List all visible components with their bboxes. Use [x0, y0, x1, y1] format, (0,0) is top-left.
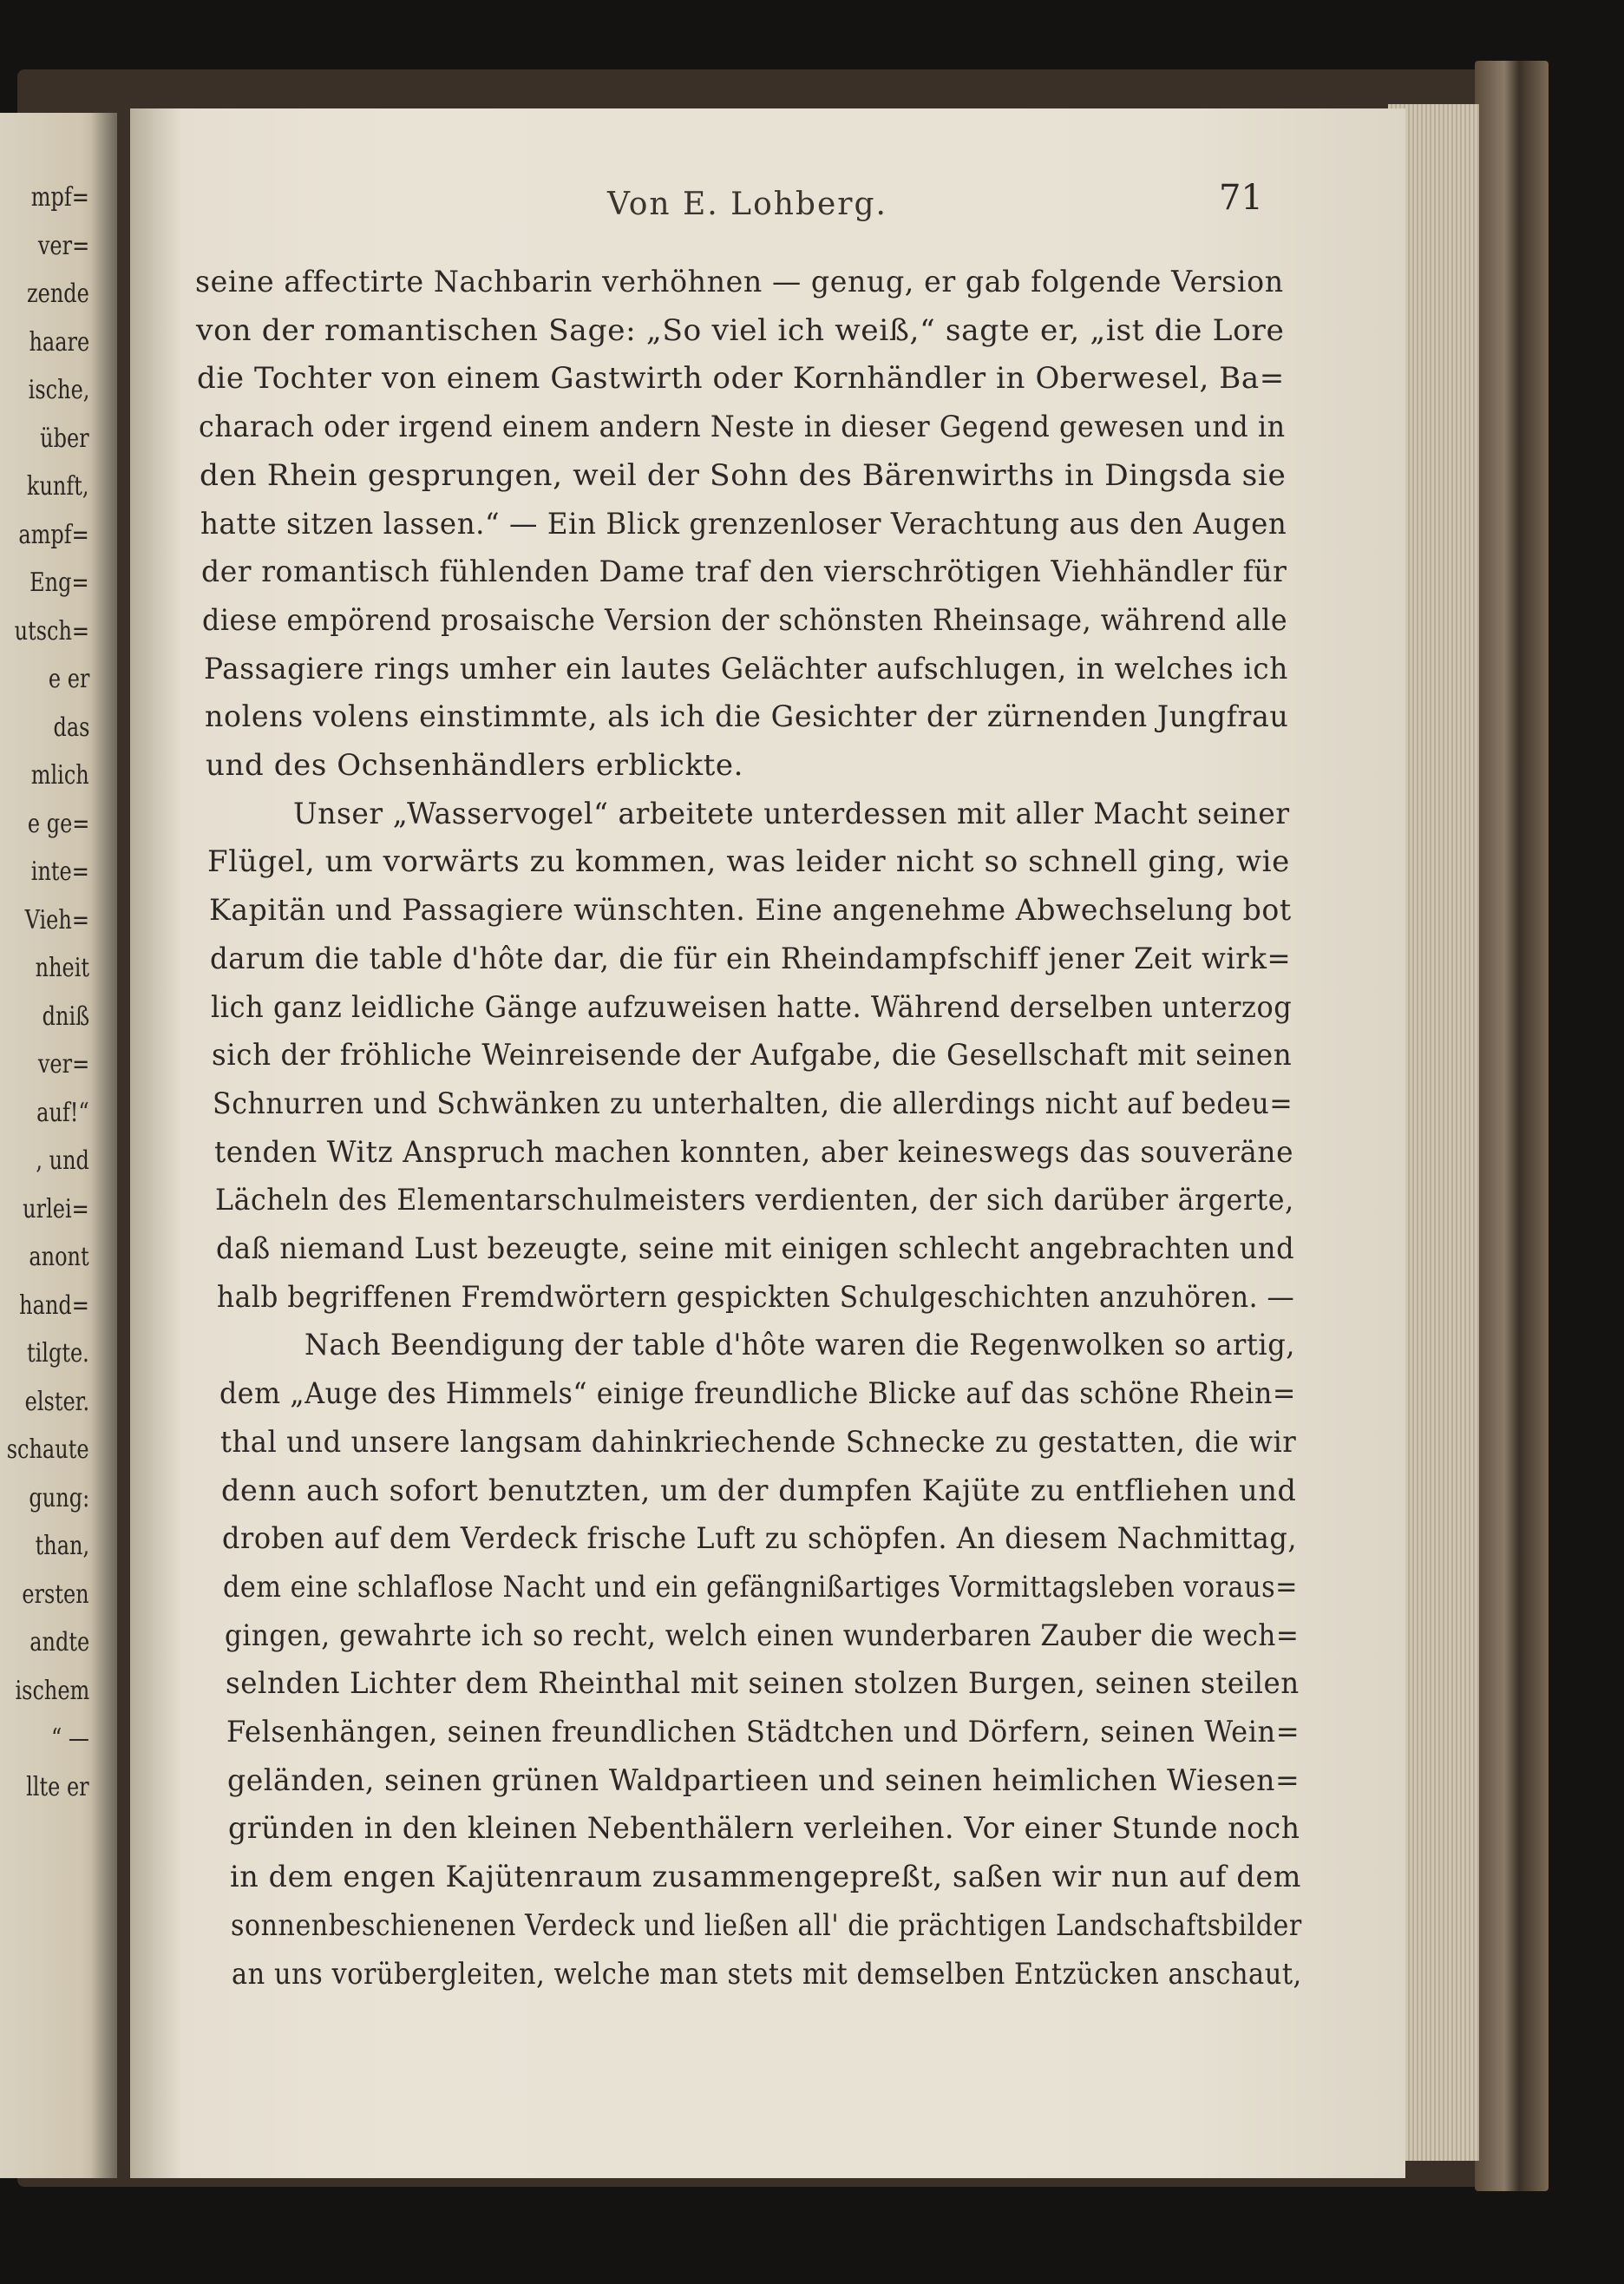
text-line: darum die table d'hôte dar, die für ein Rheindampfschiff jener Zeit wirk=	[209, 941, 1291, 976]
left-page-fragment: zende	[27, 279, 89, 309]
left-page-fragment: hand=	[19, 1290, 89, 1321]
left-page-fragment: ver=	[37, 230, 89, 261]
text-line: lich ganz leidliche Gänge aufzuweisen hatte. Während derselben unterzog	[211, 989, 1293, 1025]
text-line: hatte sitzen lassen.“ — Ein Blick grenzenloser Verachtung aus den Augen	[200, 506, 1287, 541]
left-page-fragment: ischem	[15, 1675, 89, 1706]
left-page-fragment: than,	[35, 1531, 89, 1561]
left-page-fragment: llte er	[26, 1771, 89, 1802]
left-page-fragment: über	[40, 423, 89, 454]
left-page-fragment: Eng=	[29, 568, 89, 598]
left-page-fragment: urlei=	[23, 1193, 89, 1224]
text-line: sonnenbeschienenen Verdeck und ließen all' die prächtigen Landschaftsbilder	[230, 1907, 1302, 1943]
text-line: den Rhein gesprungen, weil der Sohn des Bärenwirths in Dingsda sie	[199, 457, 1287, 493]
text-line: selnden Lichter dem Rheinthal mit seinen stolzen Burgen, seinen steilen	[225, 1666, 1300, 1702]
text-line: Flügel, um vorwärts zu kommen, was leider nicht so schnell ging, wie	[207, 844, 1291, 880]
left-page-fragment: elster.	[24, 1386, 89, 1417]
text-line: in dem engen Kajütenraum zusammengepreßt, saßen wir nun auf dem	[229, 1860, 1301, 1895]
left-page-fragment: e ge=	[27, 808, 89, 839]
left-page-fragment: anont	[29, 1242, 89, 1272]
text-line: Schnurren und Schwänken zu unterhalten, die allerdings nicht auf bedeu=	[213, 1086, 1293, 1121]
text-line: dem eine schlaflose Nacht und ein gefängnißartiges Vormittagsleben voraus=	[223, 1569, 1299, 1605]
left-page-fragment: kunft,	[27, 471, 89, 502]
text-line: Nach Beendigung der table d'hôte waren die Regenwolken so artig,	[304, 1328, 1296, 1363]
text-line: charach oder irgend einem andern Neste in dieser Gegend gewesen und in	[198, 410, 1286, 445]
text-line: der romantisch fühlenden Dame traf den vierschrötigen Viehhändler für	[201, 555, 1287, 590]
left-page-fragment: dniß	[42, 1001, 89, 1032]
left-page-fragment: nheit	[35, 953, 89, 983]
text-line: gingen, gewahrte ich so recht, welch einen wunderbaren Zauber die wech=	[224, 1618, 1299, 1653]
text-line: Kapitän und Passagiere wünschten. Eine angenehme Abwechselung bot	[208, 893, 1292, 929]
left-page-fragment: ische,	[28, 375, 89, 405]
left-page-fragment: andte	[29, 1627, 89, 1657]
left-page-fragment: haare	[29, 326, 89, 358]
text-line: Felsenhängen, seinen freundlichen Städtchen und Dörfern, seinen Wein=	[226, 1715, 1300, 1749]
left-page-fragment: das	[53, 712, 89, 743]
text-line: Unser „Wasservogel“ arbeitete unterdessen mit aller Macht seiner	[293, 796, 1290, 831]
text-line: droben auf dem Verdeck frische Luft zu schöpfen. An diesem Nachmittag,	[222, 1521, 1298, 1557]
left-page-fragment: ampf=	[18, 519, 89, 550]
text-line: die Tochter von einem Gastwirth oder Kornhändler in Oberwesel, Ba=	[197, 361, 1286, 397]
text-line: nolens volens einstimmte, als ich die Gesichter der zürnenden Jungfrau	[204, 699, 1289, 735]
left-page-fragment: gung:	[29, 1482, 89, 1513]
text-line: Passagiere rings umher ein lautes Gelächter aufschlugen, in welches ich	[203, 651, 1288, 686]
left-page-fragment: tilgte.	[27, 1338, 89, 1368]
left-page-fragment: ersten	[22, 1578, 89, 1610]
left-page-fragment: inte=	[30, 856, 89, 887]
left-page-fragment: utsch=	[14, 615, 89, 646]
left-page-fragment: Vieh=	[24, 904, 89, 935]
left-page-fragment: e er	[48, 664, 89, 694]
page-number: 71	[1219, 178, 1263, 218]
left-page-fragment: mlich	[30, 760, 89, 791]
text-line: Lächeln des Elementarschulmeisters verdienten, der sich darüber ärgerte,	[214, 1183, 1294, 1218]
left-page-fragment: ver=	[37, 1049, 89, 1080]
left-page-fragment: “ —	[51, 1723, 89, 1754]
text-line: an uns vorübergleiten, welche man stets mit demselben Entzücken anschaut,	[232, 1956, 1302, 1992]
text-line: geländen, seinen grünen Waldpartieen und seinen heimlichen Wiesen=	[227, 1762, 1300, 1798]
text-line: gründen in den kleinen Nebenthälern verleihen. Vor einer Stunde noch	[228, 1811, 1300, 1847]
text-line: seine affectirte Nachbarin verhöhnen — genug, er gab folgende Version	[195, 265, 1284, 299]
left-page-fragment: schaute	[7, 1434, 89, 1465]
text-line: tenden Witz Anspruch machen konnten, aber keineswegs das souveräne	[213, 1134, 1293, 1170]
text-line: dem „Auge des Himmels“ einige freundliche Blicke auf das schöne Rhein=	[219, 1376, 1296, 1412]
left-page-fragment: mpf=	[30, 182, 89, 213]
text-line: und des Ochsenhändlers erblickte.	[206, 748, 744, 783]
left-page-fragment: auf!“	[36, 1097, 89, 1128]
text-line: daß niemand Lust bezeugte, seine mit einigen schlecht angebrachten und	[216, 1231, 1295, 1266]
text-line: thal und unsere langsam dahinkriechende Schnecke zu gestatten, die wir	[219, 1424, 1297, 1460]
text-line: diese empörend prosaische Version der schönsten Rheinsage, während alle	[202, 602, 1288, 638]
text-line: sich der fröhliche Weinreisende der Aufgabe, die Gesellschaft mit seinen	[212, 1038, 1293, 1073]
left-page-fragment: , und	[36, 1145, 89, 1176]
text-line: denn auch sofort benutzten, um der dumpfen Kajüte zu entfliehen und	[221, 1473, 1297, 1508]
running-head: Von E. Lohberg.	[607, 187, 887, 222]
text-line: halb begriffenen Fremdwörtern gespickten Schulgeschichten anzuhören. —	[217, 1279, 1295, 1315]
text-line: von der romantischen Sage: „So viel ich weiß,“ sagte er, „ist die Lore	[196, 312, 1285, 348]
